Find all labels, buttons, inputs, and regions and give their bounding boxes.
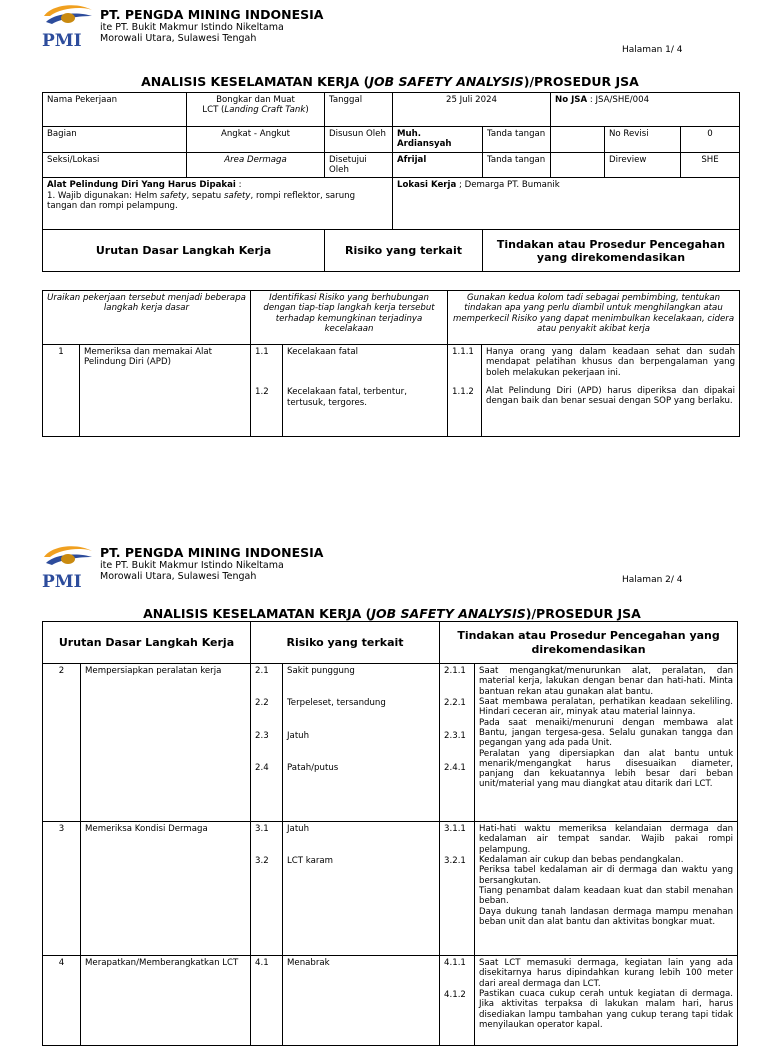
apd-item: 1. Wajib digunakan: Helm safety, sepatu safety, rompi reflektor, sarung tangan dan rompi pelampung. bbox=[47, 190, 356, 211]
bagian-label: Bagian bbox=[43, 127, 187, 153]
header-risiko: Risiko yang terkait bbox=[325, 230, 483, 272]
guide-tindakan: Gunakan kedua kolom tadi sebagai pembimbing, tentukan tindakan apa yang perlu diambil untuk menghilangkan atau memperkecil Risiko yang dapat menimbulkan kecelakaan, cidera atau penyakit akibat kerja bbox=[448, 291, 740, 345]
direview-value: SHE bbox=[681, 152, 740, 178]
seksi-label: Seksi/Lokasi bbox=[43, 152, 187, 178]
location-line: Morowali Utara, Sulawesi Tengah bbox=[100, 571, 257, 582]
disetujui-label: Disetujui Oleh bbox=[325, 152, 393, 178]
document-title: ANALISIS KESELAMATAN KERJA (JOB SAFETY ANALYSIS)/PROSEDUR JSA bbox=[143, 606, 641, 621]
risk-numbers: 3.1 3.2 bbox=[251, 822, 283, 956]
lokasi-kerja-cell: Lokasi Kerja ; Demarga PT. Bumanik bbox=[393, 178, 740, 230]
jsa-steps-table-1 bbox=[42, 290, 740, 437]
disetujui-value: Afrijal bbox=[393, 152, 483, 178]
document-title: ANALISIS KESELAMATAN KERJA (JOB SAFETY ANALYSIS)/PROSEDUR JSA bbox=[141, 74, 639, 89]
action-descriptions: Hati-hati waktu memeriksa kelandaian dermaga dan kedalaman air tempat sandar. Wajib pakai rompi pelampung. Kedalaman air cukup dan bebas pendangkalan. Periksa tabel kedalaman air di dermaga dan waktu yang bersangkutan. Tiang penambat dalam keadaan kuat dan stabil menahan beban. Daya dukung tanah landasan dermaga mampu menahan beban unit dan alat bantu dan aktivitas bongkar muat. bbox=[475, 822, 738, 956]
step-description: Merapatkan/Memberangkatkan LCT bbox=[81, 956, 251, 1046]
table-row bbox=[43, 956, 738, 1046]
location-line: Morowali Utara, Sulawesi Tengah bbox=[100, 33, 257, 44]
step-description: Memeriksa dan memakai Alat Pelindung Diri (APD) bbox=[80, 345, 251, 437]
header-tindakan: Tindakan atau Prosedur Pencegahan yang direkomendasikan bbox=[483, 230, 740, 272]
tanda-tangan-label-1: Tanda tangan bbox=[483, 127, 551, 153]
nama-pekerjaan-label: Nama Pekerjaan bbox=[43, 93, 187, 127]
tanda-tangan-label-2: Tanda tangan bbox=[483, 152, 551, 178]
guide-langkah: Uraikan pekerjaan tersebut menjadi beberapa langkah kerja dasar bbox=[43, 291, 251, 345]
step-number: 2 bbox=[43, 664, 81, 822]
action-numbers: 1.1.1 1.1.2 bbox=[448, 345, 482, 437]
disusun-value: Muh. Ardiansyah bbox=[393, 127, 483, 153]
step-number: 4 bbox=[43, 956, 81, 1046]
page-number: Halaman 1/ 4 bbox=[622, 45, 683, 55]
step-description: Memeriksa Kondisi Dermaga bbox=[81, 822, 251, 956]
seksi-value: Area Dermaga bbox=[187, 152, 325, 178]
nama-pekerjaan-value: Bongkar dan Muat LCT (Landing Craft Tank) bbox=[187, 93, 325, 127]
pmi-logo-icon bbox=[38, 2, 98, 48]
action-descriptions: Hanya orang yang dalam keadaan sehat dan sudah mendapat pelatihan khusus dan berpengalaman yang boleh melakukan pekerjaan ini. Alat Pelindung Diri (APD) harus diperiksa dan dipakai dengan baik dan benar sesuai dengan SOP yang berlaku. bbox=[482, 345, 740, 437]
risk-descriptions: Sakit punggung Terpeleset, tersandung Jatuh Patah/putus bbox=[283, 664, 440, 822]
risk-numbers: 4.1 bbox=[251, 956, 283, 1046]
header-langkah-kerja: Urutan Dasar Langkah Kerja bbox=[43, 622, 251, 664]
tanggal-value: 25 Juli 2024 bbox=[393, 93, 551, 127]
action-numbers: 4.1.1 4.1.2 bbox=[440, 956, 475, 1046]
action-numbers: 2.1.1 2.2.1 2.3.1 2.4.1 bbox=[440, 664, 475, 822]
company-name: PT. PENGDA MINING INDONESIA bbox=[100, 7, 324, 22]
table-row bbox=[43, 345, 740, 437]
site-line: ite PT. Bukit Makmur Istindo Nikeltama bbox=[100, 560, 284, 571]
direview-label: Direview bbox=[605, 152, 681, 178]
step-number: 1 bbox=[43, 345, 80, 437]
pmi-logo-icon bbox=[38, 543, 98, 589]
company-name: PT. PENGDA MINING INDONESIA bbox=[100, 545, 324, 560]
svg-text:PMI: PMI bbox=[42, 31, 82, 48]
guide-risiko: Identifikasi Risiko yang berhubungan dengan tiap-tiap langkah kerja tersebut terhadap kemungkinan terjadinya kecelakaan bbox=[251, 291, 448, 345]
no-jsa: No JSA : JSA/SHE/004 bbox=[551, 93, 740, 127]
risk-numbers: 1.1 1.2 bbox=[251, 345, 283, 437]
risk-descriptions: Menabrak bbox=[283, 956, 440, 1046]
disusun-label: Disusun Oleh bbox=[325, 127, 393, 153]
risk-numbers: 2.1 2.2 2.3 2.4 bbox=[251, 664, 283, 822]
jsa-steps-table-2 bbox=[42, 621, 738, 1046]
header-tindakan: Tindakan atau Prosedur Pencegahan yang direkomendasikan bbox=[440, 622, 738, 664]
site-line: ite PT. Bukit Makmur Istindo Nikeltama bbox=[100, 22, 284, 33]
step-description: Mempersiapkan peralatan kerja bbox=[81, 664, 251, 822]
tanda-tangan-box-1[interactable] bbox=[551, 127, 605, 153]
no-revisi-label: No Revisi bbox=[605, 127, 681, 153]
bagian-value: Angkat - Angkut bbox=[187, 127, 325, 153]
action-numbers: 3.1.1 3.2.1 bbox=[440, 822, 475, 956]
svg-text:PMI: PMI bbox=[42, 572, 82, 589]
tanda-tangan-box-2[interactable] bbox=[551, 152, 605, 178]
step-number: 3 bbox=[43, 822, 81, 956]
tanggal-label: Tanggal bbox=[325, 93, 393, 127]
no-revisi-value: 0 bbox=[681, 127, 740, 153]
action-descriptions: Saat mengangkat/menurunkan alat, peralatan, dan material kerja, lakukan dengan benar dan hati-hati. Minta bantuan rekan atau gunakan alat bantu. Saat membawa peralatan, perhatikan keadaan sekeliling. Hindari ceceran air, minyak atau material lainnya. Pada saat menaiki/menuruni dengan membawa alat Bantu, jangan tergesa-gesa. Selalu gunakan tangga dan pegangan yang ada pada Unit. Peralatan yang dipersiapkan dan alat bantu untuk menarik/mengangkat harus disesuaikan diameter, panjang dan kekuatannya lebih besar dari beban unit/material yang mau diangkat atau ditarik dari LCT. bbox=[475, 664, 738, 822]
risk-descriptions: Kecelakaan fatal Kecelakaan fatal, terbentur, tertusuk, tergores. bbox=[283, 345, 448, 437]
apd-cell: Alat Pelindung Diri Yang Harus Dipakai : 1. Wajib digunakan: Helm safety, sepatu safety, rompi reflektor, sarung tangan dan rompi pelampung. bbox=[43, 178, 393, 230]
page-number: Halaman 2/ 4 bbox=[622, 575, 683, 585]
header-langkah-kerja: Urutan Dasar Langkah Kerja bbox=[43, 230, 325, 272]
action-descriptions: Saat LCT memasuki dermaga, kegiatan lain yang ada disekitarnya harus dipindahkan kurang lebih 100 meter dari areal dermaga dan LCT. Pastikan cuaca cukup cerah untuk kegiatan di dermaga. Jika aktivitas terpaksa di lakukan malam hari, harus disediakan lampu tambahan yang cukup terang tapi tidak menyilaukan operator kapal. bbox=[475, 956, 738, 1046]
table-row bbox=[43, 664, 738, 822]
jsa-info-table bbox=[42, 92, 740, 272]
risk-descriptions: Jatuh LCT karam bbox=[283, 822, 440, 956]
header-risiko: Risiko yang terkait bbox=[251, 622, 440, 664]
table-row bbox=[43, 822, 738, 956]
